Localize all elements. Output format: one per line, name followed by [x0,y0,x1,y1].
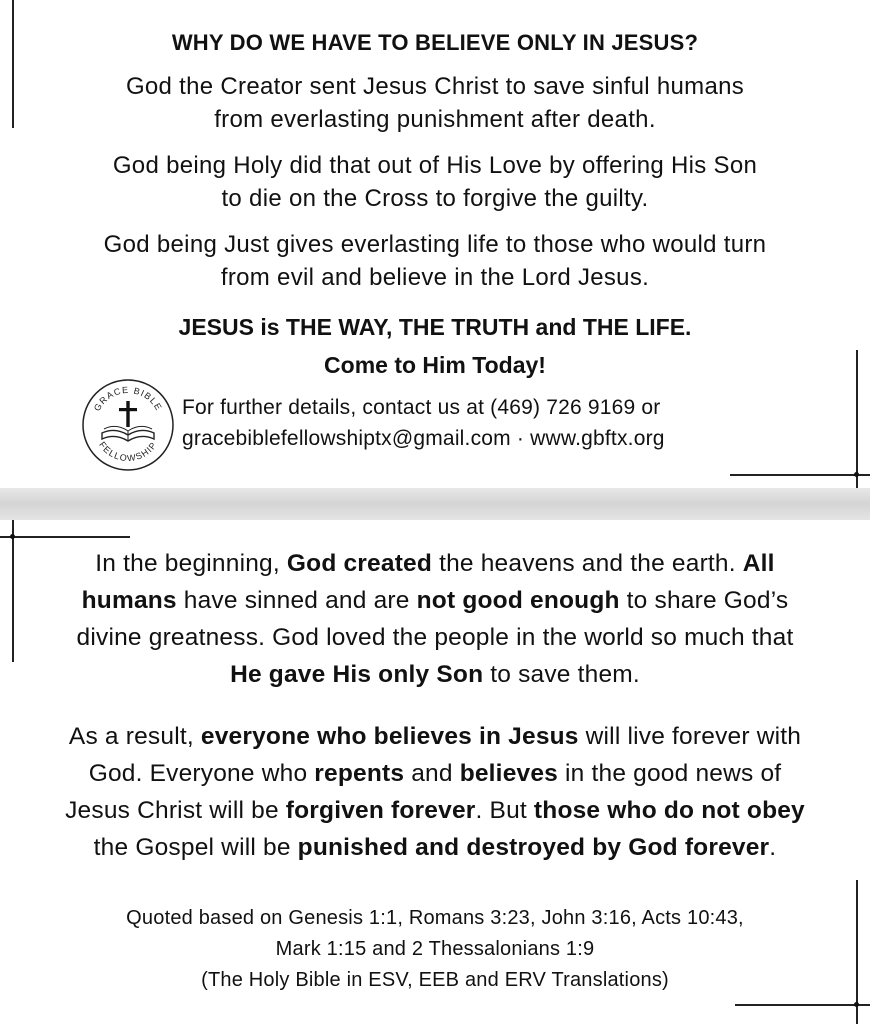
paragraph-creator [20,70,850,136]
logo-bottom-text: FELLOWSHIP [97,439,159,464]
paragraph-line [12,619,858,656]
reference-line: (The Holy Bible in ESV, EEB and ERV Translations) [201,969,669,991]
website-link[interactable]: www.gbftx.org [530,427,665,450]
crop-mark-dot [10,534,15,539]
emphasized-text: He gave His only Son [230,661,484,688]
text-run: have sinned and are [176,587,417,614]
reference-line: Quoted based on Genesis 1:1, Romans 3:23, John 3:16, Acts 10:43, [126,907,744,929]
text-run: . [769,834,777,861]
paragraph-line [12,792,858,829]
card-heading: WHY DO WE HAVE TO BELIEVE ONLY IN JESUS? [171,30,699,55]
text-run: to save them. [483,661,640,688]
text-run: the Gospel will be [93,834,298,861]
emphasized-text: humans [81,587,177,614]
text-run: As a result, [68,723,201,750]
paragraph-line: to die on the Cross to forgive the guilty. [221,185,649,212]
paragraph-line [12,656,858,693]
paragraph-line [12,829,858,866]
paragraph-line [12,755,858,792]
church-logo [80,377,176,473]
cross-on-open-bible-icon [80,377,176,473]
email-link[interactable]: gracebiblefellowshiptx@gmail.com [182,427,511,450]
emphasized-text: those who do not obey [533,797,805,824]
emphasized-text: believes [459,760,558,787]
top-flyer-card [0,0,870,488]
emphasized-text: not good enough [416,587,620,614]
emphasized-text: punished and destroyed by God forever [297,834,770,861]
text-run: Jesus Christ will be [65,797,286,824]
text-run: to share God’s [619,587,789,614]
paragraph-line: God being Holy did that out of His Love by offering His Son [112,152,758,179]
crop-mark-dot [854,472,859,477]
crop-mark-dot [854,1002,859,1007]
emphasized-text: forgiven forever [285,797,476,824]
contact-line: For further details, contact us at (469) 726 9169 or [182,396,661,419]
crop-mark-bottom-right-horizontal [730,474,870,476]
paragraph-line [12,582,858,619]
text-run: in the good news of [558,760,782,787]
contact-info [182,392,842,454]
paragraph-line [12,718,858,755]
paragraph-just [20,228,850,294]
paragraph-line: from evil and believe in the Lord Jesus. [220,264,650,291]
paragraph-line [12,545,858,582]
crop-mark-bottom-right-horizontal [735,1004,870,1006]
page-divider [0,488,870,520]
text-run: God. Everyone who [88,760,315,787]
paragraph-line: from everlasting punishment after death. [214,106,656,133]
emphasized-text: All [742,550,775,577]
crop-mark-top-left-vertical [12,0,14,128]
text-run: and [404,760,460,787]
emphasized-text: God created [286,550,433,577]
gospel-paragraph-2 [12,718,858,866]
emphasized-text: everyone who believes in Jesus [200,723,579,750]
paragraph-holy [20,149,850,215]
logo-top-text: GRACE BIBLE [91,384,165,413]
paragraph-line: God the Creator sent Jesus Christ to save sinful humans [125,73,745,100]
call-to-action: Come to Him Today! [324,352,546,378]
slogan: JESUS is THE WAY, THE TRUTH and THE LIFE. [178,314,692,340]
text-run: the heavens and the earth. [432,550,743,577]
text-run: . But [475,797,534,824]
text-run: will live forever with [578,723,802,750]
text-run: In the beginning, [95,550,287,577]
contact-links [182,423,842,454]
gospel-paragraph-1 [12,545,858,693]
separator-dot: · [516,427,525,450]
reference-line: Mark 1:15 and 2 Thessalonians 1:9 [275,938,595,960]
paragraph-line: God being Just gives everlasting life to those who would turn [103,231,767,258]
scripture-references [20,903,850,996]
emphasized-text: repents [314,760,405,787]
text-run: divine greatness. God loved the people in the world so much that [76,624,794,651]
crop-mark-top-left-horizontal [0,536,130,538]
